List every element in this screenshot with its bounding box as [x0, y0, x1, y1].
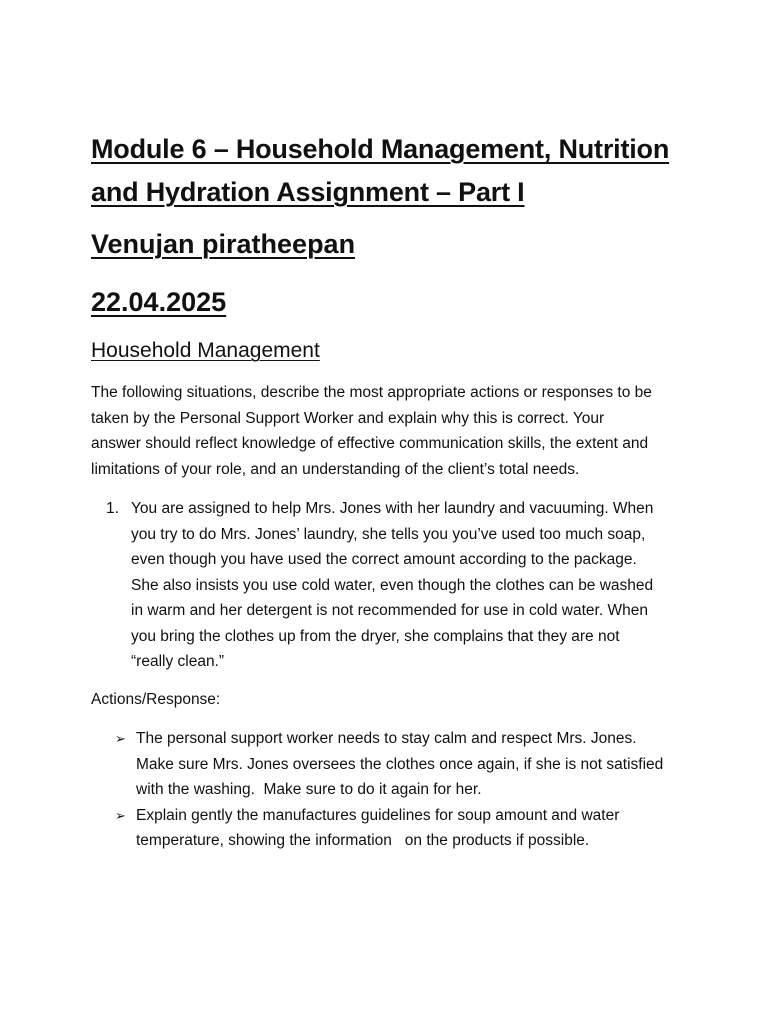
bullet-1-line-2: Make sure Mrs. Jones oversees the clothes once again, if she is not satisfied [136, 755, 664, 773]
actions-label: Actions/Response: [91, 690, 221, 708]
intro-line-3: answer should reflect knowledge of effective communication skills, the extent and [91, 435, 649, 452]
intro-line-2: taken by the Personal Support Worker and explain why this is correct. Your [91, 409, 605, 427]
document-title [91, 128, 691, 214]
question-line-1: You are assigned to help Mrs. Jones with her laundry and vacuuming. When [131, 500, 654, 517]
intro-line-4: limitations of your role, and an understanding of the client’s total needs. [91, 460, 580, 478]
question-list [91, 496, 691, 675]
question-line-3: even though you have used the correct amount according to the package. [131, 551, 637, 568]
response-bullets [91, 726, 691, 854]
document-page [91, 128, 691, 854]
question-line-4: She also insists you use cold water, even though the clothes can be washed [131, 576, 654, 594]
title-line-2: and Hydration Assignment – Part I [91, 177, 525, 207]
document-date: 22.04.2025 [91, 287, 227, 317]
arrow-bullet-icon: ➢ [115, 807, 126, 823]
bullet-2-line-2: temperature, showing the information on the products if possible. [136, 832, 590, 849]
bullet-item-1 [91, 726, 691, 803]
bullet-item-2 [91, 803, 691, 854]
question-line-5: in warm and her detergent is not recommended for use in cold water. When [131, 602, 648, 619]
question-number: 1. [106, 500, 119, 517]
intro-paragraph [91, 380, 711, 482]
bullet-1-line-3: with the washing. Make sure to do it again for her. [136, 781, 482, 798]
title-line-1: Module 6 – Household Management, Nutrition [91, 134, 670, 164]
section-heading: Household Management [91, 339, 320, 362]
intro-line-1: The following situations, describe the most appropriate actions or responses to be [91, 384, 652, 401]
question-item-1 [91, 496, 691, 675]
question-line-2: you try to do Mrs. Jones’ laundry, she tells you you’ve used too much soap, [131, 525, 646, 543]
author-name: Venujan piratheepan [91, 229, 356, 259]
bullet-1-line-1: The personal support worker needs to stay calm and respect Mrs. Jones. [136, 730, 637, 747]
bullet-2-line-1: Explain gently the manufactures guidelines for soup amount and water [136, 806, 620, 824]
arrow-bullet-icon: ➢ [115, 731, 126, 746]
question-line-6: you bring the clothes up from the dryer, she complains that they are not [131, 627, 620, 645]
question-line-7: “really clean.” [131, 653, 225, 670]
